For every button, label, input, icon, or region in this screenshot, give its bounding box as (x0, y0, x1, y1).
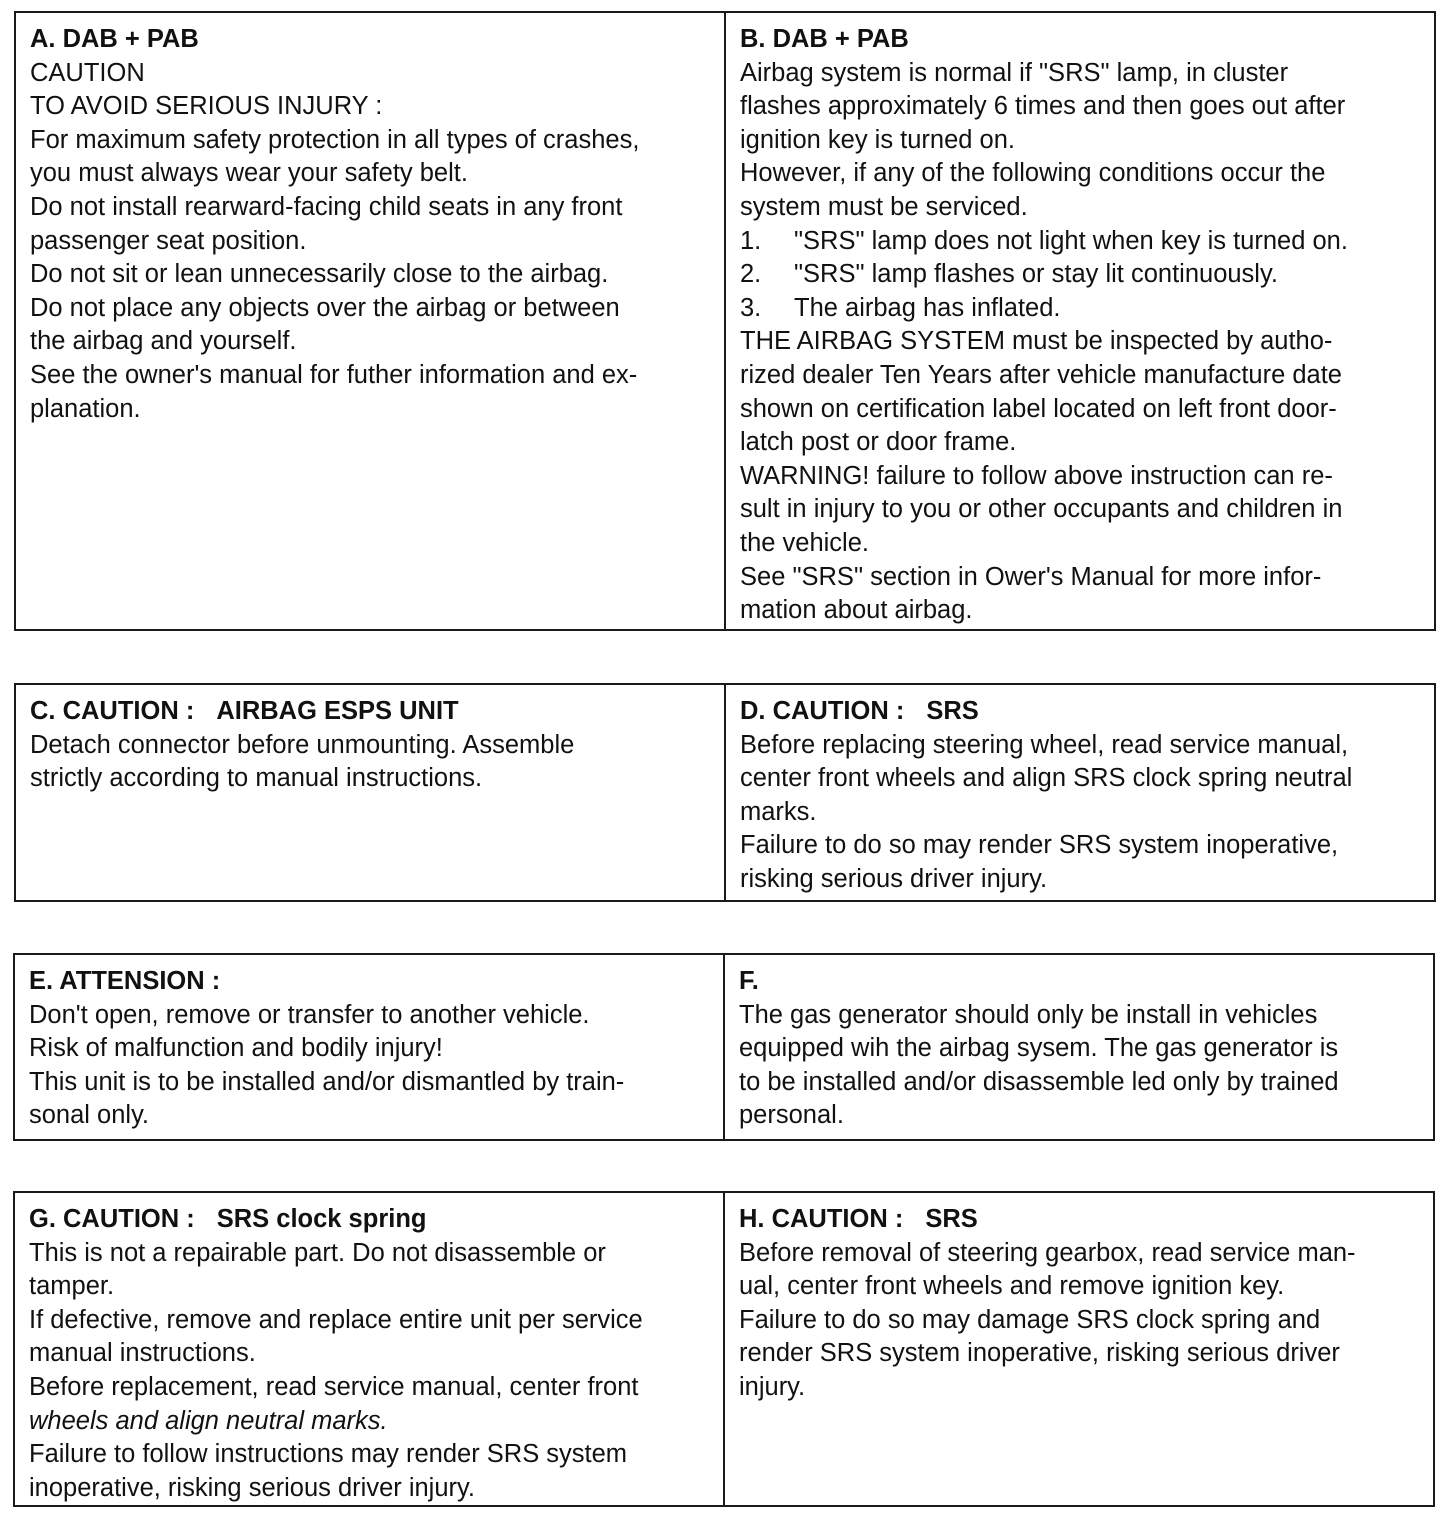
list-number: 1. (740, 226, 762, 255)
panel-f-line: The gas generator should only be install in vehicles (739, 1000, 1318, 1029)
panel-g-title (29, 1203, 709, 1237)
label-row-cd (14, 683, 1436, 902)
title-subject: SRS (926, 697, 979, 725)
panel-b-list-item (740, 258, 1426, 292)
panel-a-line: planation. (30, 394, 141, 423)
panel-f-line: equipped wih the airbag sysem. The gas generator is (739, 1034, 1339, 1063)
panel-f-line: to be installed and/or disassemble led only by trained (739, 1067, 1339, 1096)
panel-g-line: tamper. (29, 1272, 115, 1301)
panel-b-line: ignition key is turned on. (740, 125, 1015, 154)
panel-b (726, 13, 1434, 629)
panel-e-line: This unit is to be installed and/or dismantled by train- (29, 1067, 625, 1096)
panel-g-line: inoperative, risking serious driver injury. (29, 1473, 475, 1502)
panel-h-line: Before removal of steering gearbox, read service man- (739, 1238, 1356, 1267)
panel-g-italic-line: wheels and align neutral marks. (29, 1406, 388, 1435)
panel-c-title (30, 695, 710, 729)
panel-h-line: render SRS system inoperative, risking serious driver (739, 1339, 1340, 1368)
panel-g-line: Failure to follow instructions may render SRS system (29, 1440, 628, 1469)
panel-g-line: This is not a repairable part. Do not disassemble or (29, 1238, 606, 1267)
title-subject: SRS clock spring (216, 1205, 427, 1233)
panel-d-line: center front wheels and align SRS clock spring neutral (740, 764, 1353, 793)
panel-c (16, 685, 726, 900)
panel-d-line: risking serious driver injury. (740, 864, 1048, 893)
panel-b-line: sult in injury to you or other occupants and children in (740, 495, 1343, 524)
panel-e-line: Don't open, remove or transfer to another vehicle. (29, 1000, 590, 1029)
panel-a-title: A. DAB + PAB (30, 25, 199, 53)
panel-d-line: Failure to do so may render SRS system inoperative, (740, 831, 1339, 860)
panel-b-line: rized dealer Ten Years after vehicle manufacture date (740, 360, 1342, 389)
panel-b-list-item (740, 292, 1426, 326)
title-subject: AIRBAG ESPS UNIT (216, 697, 459, 725)
panel-h (725, 1193, 1433, 1505)
panel-e-title: E. ATTENSION : (29, 967, 221, 995)
label-row-ef (13, 953, 1435, 1141)
panel-d-title (740, 695, 1426, 729)
panel-h-line: Failure to do so may damage SRS clock spring and (739, 1305, 1321, 1334)
panel-a-line: See the owner's manual for futher information and ex- (30, 360, 638, 389)
panel-b-line: latch post or door frame. (740, 428, 1017, 457)
panel-e-line: sonal only. (29, 1101, 150, 1130)
panel-a-line: For maximum safety protection in all types of crashes, (30, 125, 640, 154)
panel-a-line: Do not install rearward-facing child seats in any front (30, 192, 623, 221)
panel-g-line: Before replacement, read service manual, center front (29, 1372, 639, 1401)
label-row-ab (14, 11, 1436, 631)
panel-b-line: See "SRS" section in Ower's Manual for more infor- (740, 562, 1322, 591)
title-prefix: D. CAUTION : (740, 697, 905, 725)
list-number: 3. (740, 293, 762, 322)
title-prefix: H. CAUTION : (739, 1205, 904, 1233)
panel-b-line: system must be serviced. (740, 192, 1028, 221)
panel-f-line: personal. (739, 1101, 844, 1130)
list-number: 2. (740, 260, 762, 289)
panel-f-title: F. (739, 967, 759, 995)
panel-a-line: Do not sit or lean unnecessarily close to the airbag. (30, 260, 609, 289)
panel-h-line: injury. (739, 1372, 806, 1401)
panel-f (725, 955, 1433, 1139)
panel-d (726, 685, 1434, 900)
panel-c-line: strictly according to manual instructions. (30, 764, 483, 793)
panel-b-line: Airbag system is normal if "SRS" lamp, in cluster (740, 58, 1289, 87)
panel-b-line: flashes approximately 6 times and then goes out after (740, 92, 1346, 121)
title-subject: SRS (925, 1205, 978, 1233)
panel-a-line: Do not place any objects over the airbag or between (30, 293, 620, 322)
panel-d-line: marks. (740, 797, 817, 826)
panel-a-line: TO AVOID SERIOUS INJURY : (30, 92, 383, 121)
label-row-gh (13, 1191, 1435, 1507)
panel-h-line: ual, center front wheels and remove ignition key. (739, 1272, 1285, 1301)
panel-a-line: CAUTION (30, 58, 145, 87)
panel-b-line: THE AIRBAG SYSTEM must be inspected by autho- (740, 327, 1333, 356)
panel-g-line: manual instructions. (29, 1339, 256, 1368)
panel-e-line: Risk of malfunction and bodily injury! (29, 1034, 443, 1063)
panel-d-line: Before replacing steering wheel, read service manual, (740, 730, 1349, 759)
panel-b-title: B. DAB + PAB (740, 25, 909, 53)
panel-b-line: the vehicle. (740, 528, 869, 557)
panel-a-line: the airbag and yourself. (30, 327, 297, 356)
panel-a-line: passenger seat position. (30, 226, 307, 255)
title-prefix: G. CAUTION : (29, 1205, 195, 1233)
title-prefix: C. CAUTION : (30, 697, 195, 725)
panel-g (15, 1193, 725, 1505)
panel-a-line: you must always wear your safety belt. (30, 159, 468, 188)
panel-e (15, 955, 725, 1139)
panel-b-list-item (740, 225, 1426, 259)
panel-b-line: mation about airbag. (740, 596, 973, 625)
panel-a (16, 13, 726, 629)
list-text: The airbag has inflated. (794, 293, 1061, 322)
panel-g-line: If defective, remove and replace entire unit per service (29, 1305, 643, 1334)
panel-b-line: However, if any of the following conditions occur the (740, 159, 1326, 188)
panel-h-title (739, 1203, 1425, 1237)
panel-b-line: WARNING! failure to follow above instruction can re- (740, 461, 1333, 490)
list-text: "SRS" lamp does not light when key is turned on. (794, 226, 1348, 255)
list-text: "SRS" lamp flashes or stay lit continuously. (794, 260, 1278, 289)
panel-b-line: shown on certification label located on left front door- (740, 394, 1337, 423)
panel-c-line: Detach connector before unmounting. Assemble (30, 730, 575, 759)
